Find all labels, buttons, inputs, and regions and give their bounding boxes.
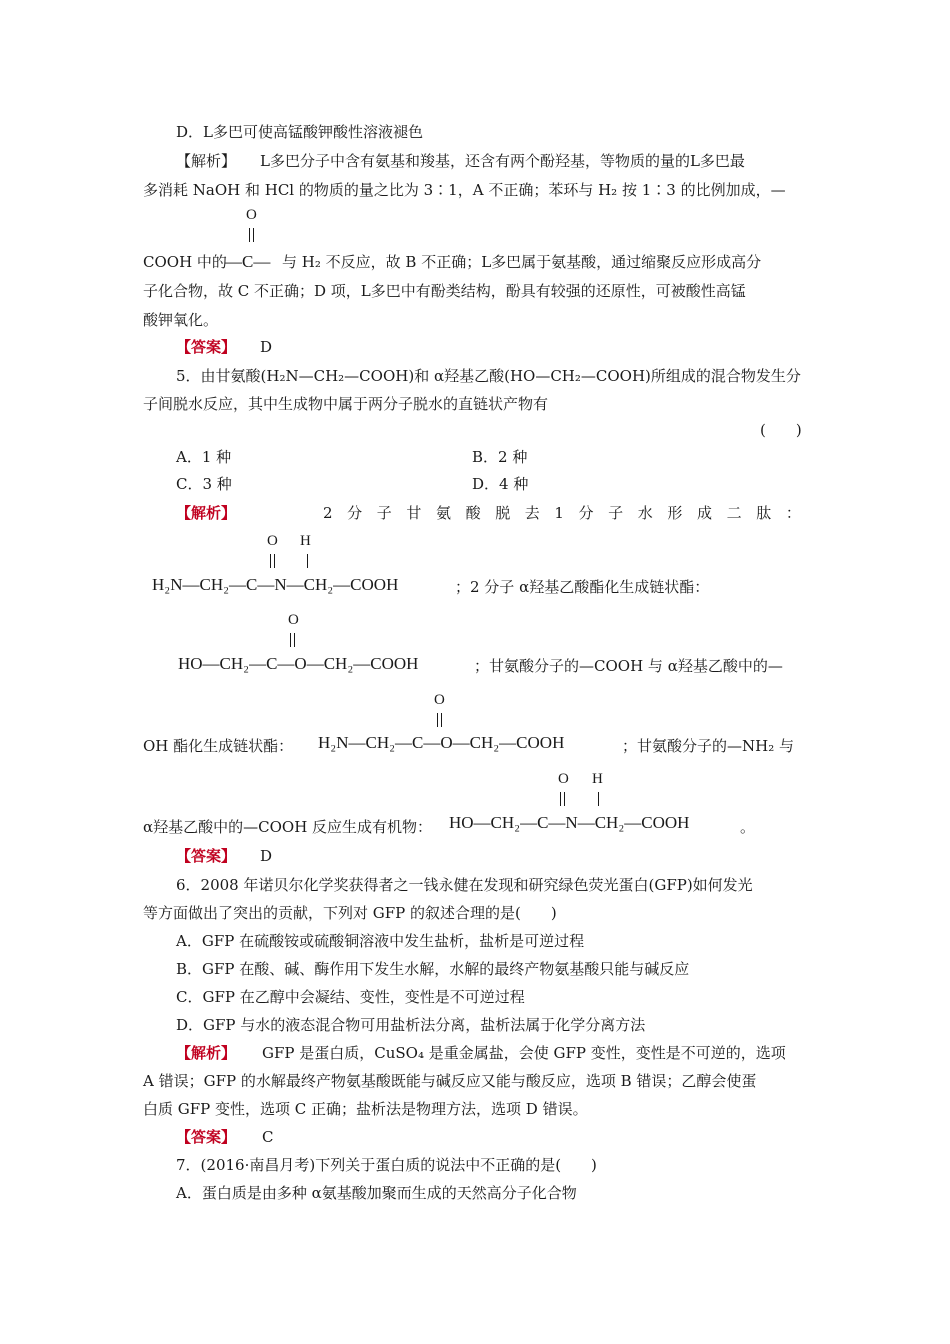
- q5-formula-1: H₂N—CH₂—C—N—CH₂—COOH: [152, 575, 399, 594]
- q7-stem-line1: 7．(2016·南昌月考)下列关于蛋白质的说法中不正确的是( ): [176, 1156, 597, 1174]
- q5-stem-line1: 5．由甘氨酸(H₂N—CH₂—COOH)和 α羟基乙酸(HO—CH₂—COOH)所组成的混合物发生分: [176, 367, 801, 385]
- f3-o: O: [434, 692, 445, 708]
- q4-analysis-tag: 【解析】: [176, 152, 237, 170]
- double-bond-mark: [249, 228, 254, 242]
- q5-text-before-f3: OH 酯化生成链状酯：: [143, 737, 294, 755]
- f1-single-bond: [307, 554, 308, 568]
- q6-answer: C: [262, 1128, 274, 1146]
- q6-analysis-line3: 白质 GFP 变性，选项 C 正确；盐析法是物理方法，选项 D 错误。: [143, 1100, 588, 1118]
- q6-stem-line1: 6．2008 年诺贝尔化学奖获得者之一钱永健在发现和研究绿色荧光蛋白(GFP)如何发光: [176, 876, 753, 894]
- f4-double-bond: [560, 792, 565, 806]
- q4-carbonyl-fragment: —C—: [225, 252, 271, 271]
- q6-option-b: B．GFP 在酸、碱、酶作用下发生水解，水解的最终产物氨基酸只能与碱反应: [176, 960, 690, 978]
- f4-o: O: [558, 771, 569, 787]
- q6-analysis-tag: 【解析】: [176, 1044, 237, 1062]
- q4-carbonyl-o: O: [246, 207, 257, 223]
- f3-double-bond: [437, 713, 442, 727]
- f1-double-bond: [270, 554, 275, 568]
- q5-option-d: D．4 种: [472, 475, 529, 493]
- f4-single-bond: [598, 792, 599, 806]
- q5-text-after-f4: 。: [740, 818, 756, 836]
- q4-analysis-line1: L多巴分子中含有氨基和羧基，还含有两个酚羟基，等物质的量的L多巴最: [260, 152, 745, 170]
- q4-analysis-line4: 子化合物，故 C 不正确；D 项，L多巴中有酚类结构，酚具有较强的还原性，可被酸性高锰: [143, 282, 746, 300]
- q5-text-after-f3: ；甘氨酸分子的—NH₂ 与: [622, 737, 794, 755]
- q5-option-b: B．2 种: [472, 448, 528, 466]
- q5-text-before-f4: α羟基乙酸中的—COOH 反应生成有机物：: [143, 818, 433, 836]
- q5-option-a: A．1 种: [176, 448, 232, 466]
- q5-answer: D: [260, 847, 273, 865]
- f1-o: O: [267, 533, 278, 549]
- q6-stem-line2: 等方面做出了突出的贡献，下列对 GFP 的叙述合理的是( ): [143, 904, 557, 922]
- q5-formula-4: HO—CH₂—C—N—CH₂—COOH: [449, 813, 690, 832]
- f2-o: O: [288, 612, 299, 628]
- q6-analysis-line1: GFP 是蛋白质，CuSO₄ 是重金属盐，会使 GFP 变性，变性是不可逆的，选项: [262, 1044, 786, 1062]
- q5-option-c: C．3 种: [176, 475, 232, 493]
- q6-answer-tag: 【答案】: [176, 1128, 237, 1146]
- q5-analysis-intro: 2 分 子 甘 氨 酸 脱 去 1 分 子 水 形 成 二 肽 ：: [323, 504, 801, 522]
- q4-analysis-line2: 多消耗 NaOH 和 HCl 的物质的量之比为 3∶1，A 不正确；苯环与 H₂ 按 1∶3 的比例加成，—: [143, 181, 786, 199]
- q7-option-a: A．蛋白质是由多种 α氨基酸加聚而生成的天然高分子化合物: [176, 1184, 577, 1202]
- q4-option-d: D．L多巴可使高锰酸钾酸性溶液褪色: [176, 123, 423, 141]
- q5-analysis-tag: 【解析】: [176, 504, 237, 522]
- f2-double-bond: [290, 633, 295, 647]
- q4-analysis-line3b: 与 H₂ 不反应，故 B 不正确；L多巴属于氨基酸，通过缩聚反应形成高分: [282, 253, 762, 271]
- q6-option-c: C．GFP 在乙醇中会凝结、变性，变性是不可逆过程: [176, 988, 525, 1006]
- q4-analysis-line5: 酸钾氧化。: [143, 311, 219, 329]
- q4-answer: D: [260, 338, 273, 356]
- q5-formula-3: H₂N—CH₂—C—O—CH₂—COOH: [318, 733, 565, 752]
- q4-analysis-line3a: COOH 中的: [143, 253, 227, 271]
- q5-formula-2: HO—CH₂—C—O—CH₂—COOH: [178, 654, 419, 673]
- f1-h: H: [300, 533, 311, 549]
- q5-answer-tag: 【答案】: [176, 847, 237, 865]
- q6-analysis-line2: A 错误；GFP 的水解最终产物氨基酸既能与碱反应又能与酸反应，选项 B 错误；乙醇会使蛋: [143, 1072, 757, 1090]
- f4-h: H: [592, 771, 603, 787]
- q6-option-d: D．GFP 与水的液态混合物可用盐析法分离，盐析法属于化学分离方法: [176, 1016, 646, 1034]
- q5-answer-blank: ( ): [760, 421, 802, 439]
- q5-text-after-f2: ；甘氨酸分子的—COOH 与 α羟基乙酸中的—: [474, 657, 783, 675]
- q5-text-after-f1: ；2 分子 α羟基乙酸酯化生成链状酯：: [455, 578, 710, 596]
- q5-stem-line2: 子间脱水反应，其中生成物中属于两分子脱水的直链状产物有: [143, 395, 549, 413]
- q4-answer-tag: 【答案】: [176, 338, 237, 356]
- q6-option-a: A．GFP 在硫酸铵或硫酸铜溶液中发生盐析，盐析是可逆过程: [176, 932, 585, 950]
